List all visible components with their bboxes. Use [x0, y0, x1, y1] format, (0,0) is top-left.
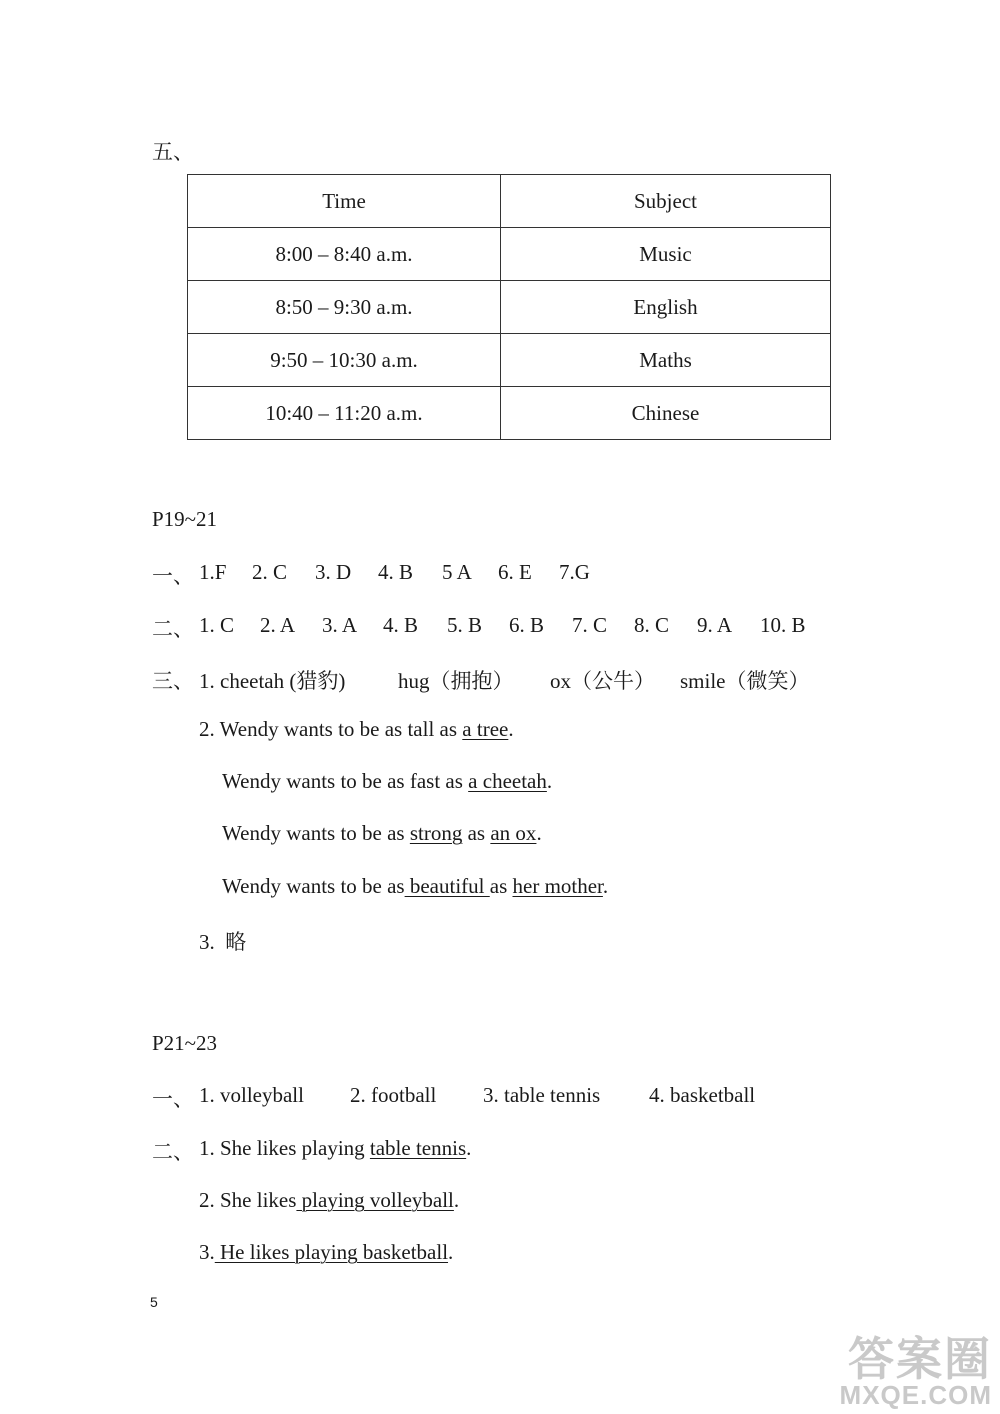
sentence-text: as — [489, 874, 513, 898]
table-row — [188, 281, 831, 334]
sentence-text: Wendy wants to be as fast as — [222, 769, 469, 793]
sentence-text: Wendy wants to be as — [222, 874, 405, 898]
header-subject: Subject — [501, 175, 831, 228]
answer-item: 3. table tennis — [483, 1083, 601, 1107]
sentence-text: Wendy wants to be as — [222, 821, 410, 845]
sentence-text: 2. Wendy wants to be as tall as — [199, 717, 463, 741]
answer-item: 6. E — [498, 560, 532, 584]
cell-subject: Chinese — [501, 387, 831, 440]
table-row — [188, 334, 831, 387]
cell-time: 10:40 – 11:20 a.m. — [188, 387, 501, 440]
table-row — [188, 228, 831, 281]
cell-time: 9:50 – 10:30 a.m. — [188, 334, 501, 387]
vocab-item: ox（公牛） — [550, 669, 655, 693]
answer-blank: her mother — [512, 874, 603, 898]
header-time: Time — [188, 175, 501, 228]
answer-blank: beautiful — [404, 874, 490, 898]
cell-subject: Music — [501, 228, 831, 281]
answer-item: 4. basketball — [649, 1083, 756, 1107]
sentence-3: 3. He likes playing basketball. — [199, 1240, 454, 1264]
answer-blank: strong — [409, 821, 463, 845]
answer-item: 2. football — [350, 1083, 437, 1107]
page-number: 5 — [150, 1294, 158, 1310]
answer-item: 1. C — [199, 613, 235, 637]
q-label: 二、 — [152, 617, 194, 641]
section-title-p19: P19~21 — [152, 507, 218, 531]
sentence-2: 2. She likes playing volleyball. — [199, 1188, 460, 1212]
sentence-3: Wendy wants to be as strong as an ox. — [222, 821, 542, 845]
answer-item: 7. C — [572, 613, 608, 637]
schedule-table — [187, 174, 831, 440]
q-label: 一、 — [152, 564, 194, 588]
answer-item: 1.F — [199, 560, 227, 584]
answer-item: 5 A — [442, 560, 472, 584]
q-label: 三、 — [152, 669, 194, 693]
answer-item: 6. B — [509, 613, 545, 637]
sentence-4: Wendy wants to be as beautiful as her mother. — [222, 874, 609, 898]
cell-time: 8:50 – 9:30 a.m. — [188, 281, 501, 334]
sentence-text: 2. She likes — [199, 1188, 297, 1212]
answer-item: 5. B — [447, 613, 483, 637]
q-label: 一、 — [152, 1087, 194, 1111]
answer-blank: table tennis — [369, 1136, 467, 1160]
answer-item: 4. B — [378, 560, 414, 584]
vocab-item: hug（拥抱） — [398, 669, 514, 693]
cell-subject: English — [501, 281, 831, 334]
sentence-text: 1. She likes playing — [199, 1136, 370, 1160]
table-row — [188, 387, 831, 440]
vocab-item: smile（微笑） — [680, 669, 810, 693]
answer-blank: playing volleyball — [296, 1188, 454, 1212]
answer-item: 3. D — [315, 560, 352, 584]
table-header-row — [188, 175, 831, 228]
answer-blank: a tree — [462, 717, 509, 741]
sentence-text: as — [462, 821, 491, 845]
q-label: 二、 — [152, 1140, 194, 1164]
answer-blank: a cheetah — [468, 769, 547, 793]
watermark-top-text: 答案圈 — [848, 1333, 992, 1385]
item-3: 3. 略 — [199, 930, 247, 954]
answer-item: 1. volleyball — [199, 1083, 304, 1107]
answer-item: 7.G — [559, 560, 590, 584]
sentence-1: 1. She likes playing table tennis. — [199, 1136, 472, 1160]
answer-blank: an ox — [490, 821, 537, 845]
answer-item: 3. A — [322, 613, 358, 637]
vocab-item: 1. cheetah (猎豹) — [199, 669, 346, 693]
cell-time: 8:00 – 8:40 a.m. — [188, 228, 501, 281]
section-title-p21: P21~23 — [152, 1031, 218, 1055]
cell-subject: Maths — [501, 334, 831, 387]
watermark-logo — [839, 1333, 992, 1410]
answer-item: 9. A — [697, 613, 733, 637]
watermark-bottom-text: MXQE.COM — [839, 1380, 992, 1410]
answer-item: 2. C — [252, 560, 288, 584]
answer-item: 4. B — [383, 613, 419, 637]
answer-item: 8. C — [634, 613, 670, 637]
sentence-2: Wendy wants to be as fast as a cheetah. — [222, 769, 553, 793]
sentence-1: 2. Wendy wants to be as tall as a tree. — [199, 717, 514, 741]
answer-blank: He likes playing basketball — [214, 1240, 449, 1264]
sentence-text: 3. — [199, 1240, 215, 1264]
answer-item: 10. B — [760, 613, 806, 637]
section-5-heading: 五、 — [152, 140, 194, 164]
answer-item: 2. A — [260, 613, 296, 637]
